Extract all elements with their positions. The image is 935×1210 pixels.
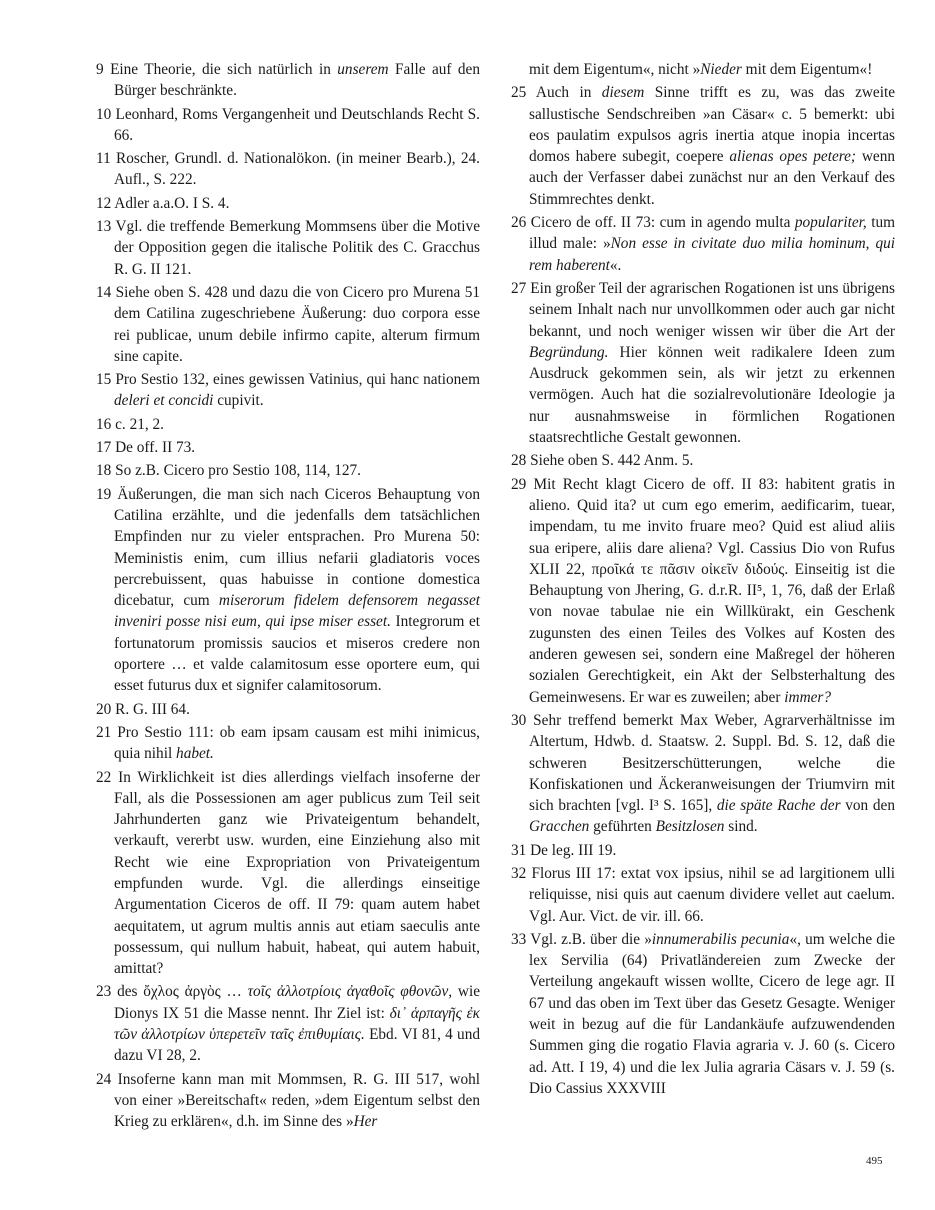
footnote <box>96 369 480 412</box>
footnote-text: Hier können weit radikalere Ideen zum Ausdruck gekommen sein, als wir jetzt zu erkennen vermögen. Auch hat die sozialrevolutionäre Ideologie ja nur ausnahmsweise in förmlichen Rogationen staatsrechtliche Gestalt gewonnen. <box>529 343 895 447</box>
footnote-text: Sehr treffend bemerkt Max Weber, Agrarverhältnisse im Altertum, Hdwb. d. Staatsw. 2. Suppl. Bd. S. 12, daß die schweren Besitzerschütterungen, welche die Konfiskationen und Äckeranweisungen der Triumvirn mit sich brachten [vgl. I³ S. 165], <box>529 711 895 815</box>
footnote-text-italic: Gracchen <box>529 818 590 836</box>
footnote-text: In Wirklichkeit ist dies allerdings vielfach insoferne der Fall, als die Possessionen am ager publicus zum Teil seit Jahrhunderten ganz wie Privateigentum behandelt, verkauft, vererbt usw. wurden, eine Einziehung also mit Recht wie eine Expropriation von Privateigentum empfunden wurde. Vgl. die allerdings einseitige Argumentation Ciceros de off. II 79: quam autem habet aequitatem, ut agrum multis annis aut etiam saeculis ante possessum, qui nullum habuit, habeat, qui autem habuit, amittat? <box>114 768 480 978</box>
footnote-number: 21 <box>96 723 118 741</box>
footnote-text-italic: habet. <box>176 745 214 763</box>
footnote-text-italic: δι᾽ ἁρπαγῆς ἐκ τῶν ἀλλοτρίων ὑπερετεῖν ταῖς ἐπιθυμίαις. <box>114 1004 480 1044</box>
footnote-text: «, um welche die lex Servilia (64) Privatländereien zum Zwecke der Verteilung angekauft wissen wollte, Cicero de lege agr. II 67 und das oben im Text über das Gesetz Gesagte. Weniger weit in bezug auf die für Landankäufe aufzuwendenden Summen ging die rogatio Flavia agraria v. J. 60 (s. Cicero ad. Att. I 19, 4) und die lex Julia agraria Cäsars v. J. 59 (s. Dio Cassius XXXVIII <box>529 930 895 1097</box>
footnote-text: Sinne trifft es zu, was das zweite sallustische Sendschreiben »an Cäsar« c. 5 bemerkt: ubi eos paulatim expulsos agris inertia atque inopia incertas domos habere subegit, coepere <box>529 84 895 166</box>
footnote-number: 19 <box>96 485 118 503</box>
footnote <box>511 82 895 210</box>
footnote <box>96 437 480 458</box>
footnote-text: des ὄχλος ἀργὸς … <box>117 983 248 1001</box>
footnote-text: R. G. III 64. <box>115 700 190 718</box>
footnote-text-italic: Begründung. <box>529 343 609 361</box>
footnote-text: sind. <box>724 818 758 836</box>
footnote-text-italic: miserorum fidelem defensorem negasset inveniri posse nisi eum, qui ipse miser esset. <box>114 592 480 631</box>
footnote-text: cupivit. <box>213 392 264 410</box>
footnote-number: 28 <box>511 452 531 470</box>
footnote-number: 18 <box>96 462 116 480</box>
footnote-number: 22 <box>96 768 119 786</box>
footnote-text: Mit Recht klagt Cicero de off. II 83: habitent gratis in alieno. Quid ita? ut cum ego emerim, aedificarim, tuear, impendam, tu me invito fruare meo? Quid est aliud aliis sua eripere, aliis dare aliena? Vgl. Cassius Dio von Rufus XLII 22, προῖκά τε πᾶσιν οἰκεῖν διδούς. Einseitig ist die Behauptung von Jhering, G. d.r.R. II⁵, 1, 76, daß der Erlaß von novae tabulae nie ein Willkürakt, ein Geschenk zugunsten des einen Teiles des Volkes auf Kosten des anderen gewesen sei, sondern eine Maßregel der höheren sozialen Gerechtigkeit, ein Akt der Selbsterhaltung des Gemeinwesens. Er war es zuweilen; aber <box>529 475 895 706</box>
footnote-text: Integrorum et fortunatorum promissis saucios et miseros credere non oportere … et valde calamitosum esse oportere eum, qui esset futurus dux et signifer calamitosorum. <box>114 613 480 695</box>
footnote <box>511 212 895 276</box>
page-number: 495 <box>866 1155 883 1167</box>
footnote-number: 24 <box>96 1070 118 1088</box>
footnote-text: De leg. III 19. <box>530 841 617 859</box>
footnote <box>511 278 895 448</box>
footnote-number: 32 <box>511 864 532 882</box>
footnote <box>511 863 895 927</box>
footnote <box>96 148 480 191</box>
footnote <box>511 59 895 80</box>
footnote-text-italic: deleri et concidi <box>114 392 214 410</box>
footnote-number: 15 <box>96 371 116 389</box>
footnote-number: 11 <box>96 150 117 168</box>
footnote-text: geführten <box>589 818 656 836</box>
footnote <box>96 699 480 720</box>
footnote-number: 31 <box>511 841 531 859</box>
footnote-text: Siehe oben S. 428 und dazu die von Cicero pro Murena 51 dem Catilina zugeschriebene Äußerung: duo corpora esse rei publicae, unum debile infirmo capite, alterum firmum sine capite. <box>114 283 480 365</box>
footnote-number: 10 <box>96 105 116 123</box>
footnote-text-italic: Nieder <box>700 61 742 78</box>
footnote-text: Äußerungen, die man sich nach Ciceros Behauptung von Catilina erzählte, und die jedenfalls dem tatsächlichen Empfinden nur zu vieler entsprachen. Pro Murena 50: Meministis enim, cum illius nefarii gladiatoris voces percrebuissent, quas habuisse in contione domestica dicebatur, cum <box>114 485 480 610</box>
footnote-text: Adler a.a.O. I S. 4. <box>114 194 230 212</box>
footnote-text-italic: unserem <box>337 61 389 78</box>
footnote-text: wenn auch der Verfasser dabei zunächst nur an den Verkauf des Stimmrechtes denkt. <box>529 148 895 208</box>
footnotes-left-column <box>96 59 480 1135</box>
footnote-text: Vgl. die treffende Bemerkung Mommsens über die Motive der Opposition gegen die italische Politik des C. Gracchus R. G. II 121. <box>114 218 480 278</box>
footnote-number: 26 <box>511 214 531 232</box>
footnote-text-italic: Non esse in civitate duo milia hominum, qui rem haberent <box>529 235 895 274</box>
footnote-text: Insoferne kann man mit Mommsen, R. G. III 517, wohl von einer »Bereitschaft« reden, »dem Eigentum selbst den Krieg zu erklären«, d.h. im Sinne des » <box>114 1070 481 1131</box>
footnote-number: 14 <box>96 283 116 301</box>
footnote-text-italic: immer? <box>784 688 832 706</box>
footnote-text: Cicero de off. II 73: cum in agendo multa <box>530 214 795 232</box>
footnote-text: Florus III 17: extat vox ipsius, nihil se ad largitionem ulli reliquisse, nisi quis aut caenum dividere vellet aut caelum. Vgl. Aur. Vict. de vir. ill. 66. <box>529 864 895 925</box>
footnote-text-italic: diesem <box>601 84 645 102</box>
footnote-number: 29 <box>511 475 534 493</box>
footnote <box>96 722 480 765</box>
footnote-text: mit dem Eigentum«! <box>741 61 873 78</box>
footnote-number: 33 <box>511 930 531 948</box>
footnote-number: 13 <box>96 218 116 236</box>
footnote-text: So z.B. Cicero pro Sestio 108, 114, 127. <box>115 462 361 480</box>
footnote-number: 12 <box>96 194 115 212</box>
footnote-text-italic: die späte Rache der <box>716 797 841 815</box>
footnote-text: mit dem Eigentum«, nicht » <box>529 61 701 78</box>
footnote-text-italic: τοῖς ἀλλοτρίοις ἀγαθοῖς φθονῶν, <box>247 983 453 1001</box>
footnotes-right-column <box>511 59 895 1101</box>
footnote <box>511 450 895 471</box>
footnote-text: De off. II 73. <box>115 439 196 457</box>
footnote-text-italic: Her <box>353 1113 378 1131</box>
footnote-text: «. <box>609 256 622 274</box>
footnote <box>96 193 480 214</box>
footnote-text: Vgl. z.B. über die » <box>530 930 652 948</box>
footnote-text: von den <box>840 797 895 815</box>
footnote <box>96 484 480 697</box>
footnote <box>511 710 895 838</box>
footnote <box>511 929 895 1099</box>
footnote-text-italic: innumerabilis pecunia <box>651 930 790 948</box>
footnote-number: 25 <box>511 84 536 102</box>
footnote-number: 20 <box>96 700 116 718</box>
footnote-text-italic: Besitzlosen <box>655 818 725 836</box>
footnote-text: c. 21, 2. <box>115 415 164 433</box>
footnote <box>96 104 480 147</box>
footnote-text: Pro Sestio 132, eines gewissen Vatinius, qui hanc nationem <box>115 371 480 389</box>
footnote-text: Eine Theorie, die sich natürlich in <box>110 61 338 78</box>
footnote-text-italic: populariter, <box>794 214 867 232</box>
footnote-number: 17 <box>96 439 116 457</box>
footnote <box>96 414 480 435</box>
footnote-text: Ebd. VI 81, 4 und dazu VI 28, 2. <box>114 1026 480 1065</box>
footnote-text: wie Dionys IX 51 die Masse nennt. Ihr Ziel ist: <box>114 983 480 1022</box>
footnote <box>511 840 895 861</box>
footnote-text: Siehe oben S. 442 Anm. 5. <box>530 452 694 470</box>
footnote-number: 27 <box>511 279 531 297</box>
footnote <box>511 474 895 708</box>
footnote-text: Roscher, Grundl. d. Nationalökon. (in meiner Bearb.), 24. Aufl., S. 222. <box>114 150 480 189</box>
footnote-text: Falle auf den Bürger beschränkte. <box>114 61 480 100</box>
footnote <box>96 282 480 367</box>
footnote-number: 16 <box>96 415 116 433</box>
footnote-text: tum illud male: » <box>529 214 895 253</box>
footnote-text: Leonhard, Roms Vergangenheit und Deutschlands Recht S. 66. <box>114 105 480 144</box>
footnote <box>96 767 480 980</box>
footnote-text: Auch in <box>535 84 602 102</box>
footnote <box>96 981 480 1066</box>
footnote <box>96 216 480 280</box>
footnote-number: 9 <box>96 61 111 78</box>
footnote <box>96 1069 480 1133</box>
footnote <box>96 460 480 481</box>
footnote <box>96 59 480 102</box>
footnote-number: 30 <box>511 711 534 729</box>
footnote-text: Pro Sestio 111: ob eam ipsam causam est mihi inimicus, quia nihil <box>114 723 481 763</box>
footnote-text: Ein großer Teil der agrarischen Rogationen ist uns übrigens seinem Inhalt nach nur unvollkommen oder auch gar nicht bekannt, und noch weniger wissen wir über die Art der <box>529 279 896 340</box>
footnote-number: 23 <box>96 983 118 1001</box>
footnote-text-italic: alienas opes petere; <box>729 148 857 166</box>
